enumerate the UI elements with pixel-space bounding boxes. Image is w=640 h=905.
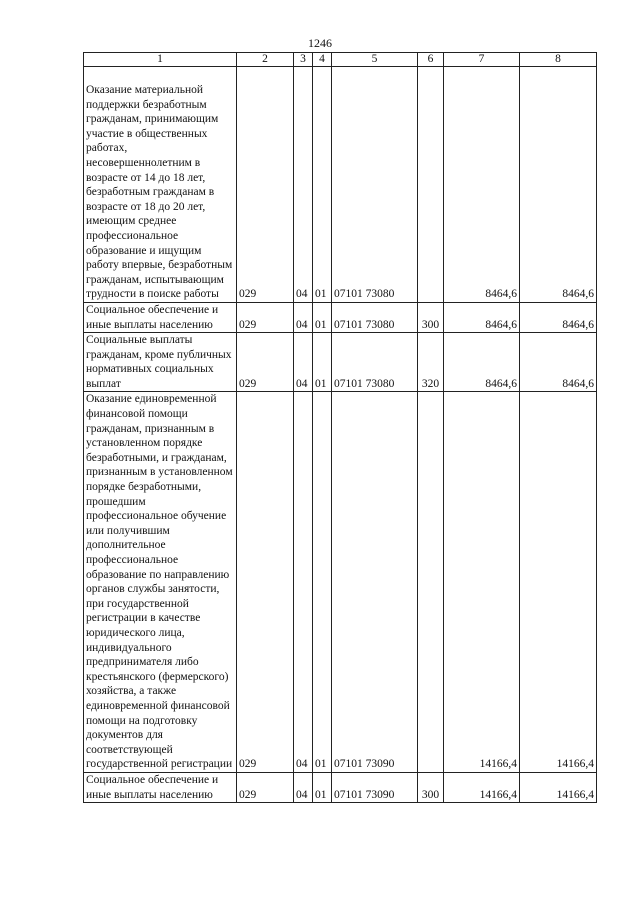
table-row <box>84 67 597 303</box>
header-row <box>84 53 597 67</box>
cell-col5: 07101 73080 <box>332 67 418 303</box>
cell-col8: 8464,6 <box>520 67 597 303</box>
cell-col5: 07101 73080 <box>332 333 418 392</box>
cell-col3: 04 <box>294 392 313 772</box>
cell-col2: 029 <box>237 772 294 802</box>
column-header-2: 2 <box>237 53 294 67</box>
cell-col6: 300 <box>418 302 444 332</box>
column-header-1: 1 <box>84 53 237 67</box>
cell-col4: 01 <box>313 302 332 332</box>
cell-col2: 029 <box>237 333 294 392</box>
row-name: Оказание единовременной финансовой помощи гражданам, признанным в установленном порядке безработными, и гражданам, признанным в установленном порядке безработными, прошедшим профессиональное обучение или получившим дополнительное профессиональное образование по направлению органов службы занятости, при государственной регистрации в качестве юридического лица, индивидуального предпринимателя либо крестьянского (фермерского) хозяйства, а также единовременной финансовой помощи на подготовку документов для соответствующей государственной регистрации <box>84 392 237 772</box>
cell-col7: 14166,4 <box>444 392 520 772</box>
cell-col3: 04 <box>294 333 313 392</box>
cell-col2: 029 <box>237 302 294 332</box>
cell-col2: 029 <box>237 392 294 772</box>
column-header-5: 5 <box>332 53 418 67</box>
cell-col8: 14166,4 <box>520 772 597 802</box>
cell-col3: 04 <box>294 772 313 802</box>
cell-col6: 320 <box>418 333 444 392</box>
cell-col3: 04 <box>294 67 313 303</box>
cell-col7: 8464,6 <box>444 302 520 332</box>
cell-col6 <box>418 392 444 772</box>
column-header-6: 6 <box>418 53 444 67</box>
table-row <box>84 333 597 392</box>
cell-col7: 8464,6 <box>444 333 520 392</box>
table-row <box>84 772 597 802</box>
cell-col7: 8464,6 <box>444 67 520 303</box>
cell-col8: 14166,4 <box>520 392 597 772</box>
page-number: 1246 <box>308 36 332 50</box>
column-header-7: 7 <box>444 53 520 67</box>
column-header-3: 3 <box>294 53 313 67</box>
row-name: Социальное обеспечение и иные выплаты населению <box>84 302 237 332</box>
cell-col6 <box>418 67 444 303</box>
cell-col8: 8464,6 <box>520 302 597 332</box>
cell-col2: 029 <box>237 67 294 303</box>
cell-col4: 01 <box>313 333 332 392</box>
row-name: Социальное обеспечение и иные выплаты населению <box>84 772 237 802</box>
cell-col4: 01 <box>313 392 332 772</box>
cell-col4: 01 <box>313 67 332 303</box>
budget-table <box>83 52 597 803</box>
cell-col8: 8464,6 <box>520 333 597 392</box>
cell-col5: 07101 73090 <box>332 392 418 772</box>
column-header-4: 4 <box>313 53 332 67</box>
cell-col4: 01 <box>313 772 332 802</box>
cell-col5: 07101 73080 <box>332 302 418 332</box>
cell-col6: 300 <box>418 772 444 802</box>
column-header-8: 8 <box>520 53 597 67</box>
cell-col5: 07101 73090 <box>332 772 418 802</box>
table-row <box>84 392 597 772</box>
table-row <box>84 302 597 332</box>
row-name: Социальные выплаты гражданам, кроме публичных нормативных социальных выплат <box>84 333 237 392</box>
cell-col3: 04 <box>294 302 313 332</box>
row-name: Оказание материальной поддержки безработным гражданам, принимающим участие в общественных работах, несовершеннолетним в возрасте от 14 до 18 лет, безработным гражданам в возрасте от 18 до 20 лет, имеющим среднее профессиональное образование и ищущим работу впервые, безработным гражданам, испытывающим трудности в поиске работы <box>84 67 237 303</box>
cell-col7: 14166,4 <box>444 772 520 802</box>
